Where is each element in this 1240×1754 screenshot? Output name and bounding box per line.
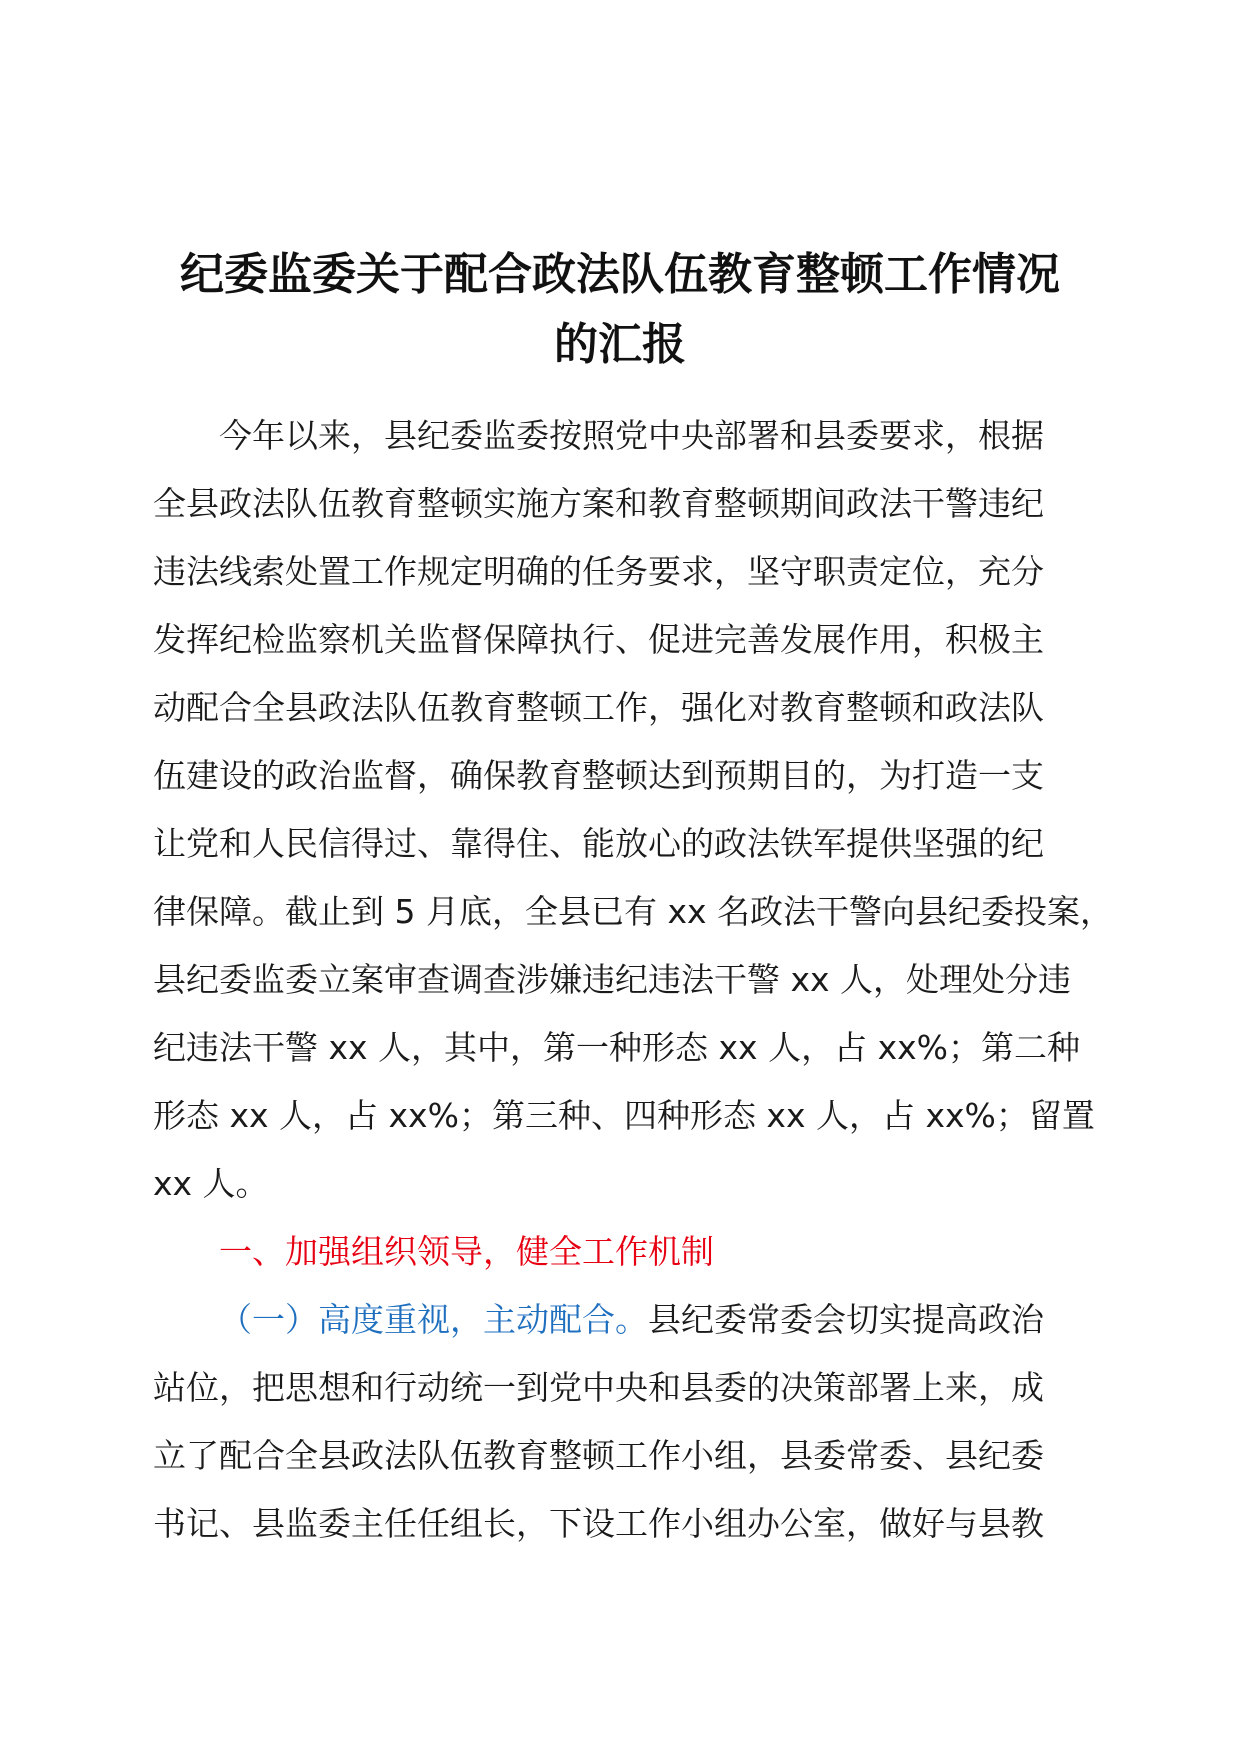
document-body (153, 402, 1114, 1558)
intro-line: xx 人。 (153, 1164, 269, 1203)
intro-line: 形态 xx 人，占 xx%；第三种、四种形态 xx 人，占 xx%；留置 (153, 1096, 1095, 1135)
subsection-text: 县纪委常委会切实提高政治 (648, 1300, 1044, 1339)
subsection-line: 站位，把思想和行动统一到党中央和县委的决策部署上来，成 (153, 1368, 1044, 1407)
intro-line: 今年以来，县纪委监委按照党中央部署和县委要求，根据 (219, 416, 1044, 455)
intro-line: 动配合全县政法队伍教育整顿工作，强化对教育整顿和政法队 (153, 688, 1044, 727)
intro-line: 违法线索处置工作规定明确的任务要求，坚守职责定位，充分 (153, 552, 1044, 591)
subsection-heading: （一）高度重视，主动配合。 (219, 1300, 648, 1339)
intro-line: 纪违法干警 xx 人，其中，第一种形态 xx 人，占 xx%；第二种 (153, 1028, 1080, 1067)
intro-line: 县纪委监委立案审查调查涉嫌违纪违法干警 xx 人，处理处分违 (153, 960, 1072, 999)
intro-line: 发挥纪检监察机关监督保障执行、促进完善发展作用，积极主 (153, 620, 1044, 659)
section-heading: 一、加强组织领导，健全工作机制 (219, 1232, 714, 1271)
title-line-1: 纪委监委关于配合政法队伍教育整顿工作情况 (180, 249, 1060, 300)
subsection-line: 立了配合全县政法队伍教育整顿工作小组，县委常委、县纪委 (153, 1436, 1044, 1475)
subsection-first-line (153, 1286, 1103, 1354)
intro-line: 全县政法队伍教育整顿实施方案和教育整顿期间政法干警违纪 (153, 484, 1044, 523)
title-line-2: 的汇报 (554, 319, 686, 370)
subsection-line: 书记、县监委主任任组长，下设工作小组办公室，做好与县教 (153, 1504, 1044, 1543)
intro-line: 伍建设的政治监督，确保教育整顿达到预期目的，为打造一支 (153, 756, 1044, 795)
intro-line: 律保障。截止到 5 月底，全县已有 xx 名政法干警向县纪委投案， (153, 892, 1114, 931)
intro-line: 让党和人民信得过、靠得住、能放心的政法铁军提供坚强的纪 (153, 824, 1044, 863)
document-title (150, 240, 1090, 380)
